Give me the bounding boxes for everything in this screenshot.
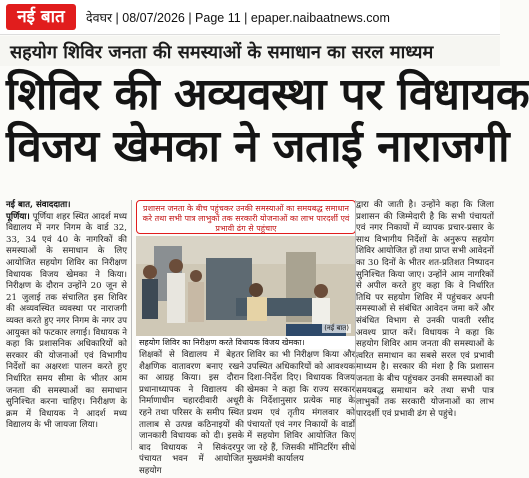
article-text-4: द्वारा की जाती है। उन्होंने कहा कि जिला प्रशासन की जिम्मेदारी है कि सभी पंचायतों एवं नगर निकायों में व्यापक प्रचार-प्रसार के साथ विभागीय निर्देशों के अनुरूप सहयोग शिविर आयोजित हों तथा प्राप्त सभी आवेदनों का 30 दिनों के भीतर शत-प्रतिशत निष्पादन सुनिश्चित किया जाए। उन्होंने आम नागरिकों से अपील करते हुए कहा कि वे निर्धारित तिथि पर सहयोग शिविर में पहुंचकर अपनी समस्याओं से संबंधित आवेदन जमा करें और संबंधित विभाग से उनकी पावती रसीद अवश्य प्राप्त करें। विधायक ने कहा कि सहयोग शिविर आम जनता की समस्याओं के त्वरित समाधान का सबसे सरल एवं प्रभावी माध्यम है। सरकार की मंशा है कि प्रशासन जनता के बीच पहुंचकर उनकी समस्याओं का समयबद्ध समाधान करे तथा सभी पात्र लाभुकों तक सरकारी योजनाओं का लाभ पारदर्शी एवं प्रभावी ढंग से पहुंचे। xyxy=(356,200,494,419)
subheadline: सहयोग शिविर जनता की समस्याओं के समाधान का सरल माध्यम xyxy=(10,42,434,63)
headline-line-1: शिविर की अव्यवस्था पर विधायक xyxy=(6,69,529,120)
article-column-1 xyxy=(6,200,127,452)
masthead-bar xyxy=(0,0,500,35)
article-text-3: शिविर का भी निरीक्षण किया और उपस्थित अधिकारियों को आवश्यक दिशा-निर्देश दिए। विधायक विजय खेमका ने कहा कि राज्य सरकार के निर्देशानुसार प्रत्येक माह के प्रथम एवं तृतीय मंगलवार को पंचायतों एवं नगर निकायों के वार्डों में सहयोग शिविर आयोजित किए जा रहे हैं, जिसकी मॉनिटरिंग सीधे मुख्यमंत्री कार्यालय xyxy=(247,350,355,465)
subheadline-strip xyxy=(0,36,500,66)
column-divider xyxy=(131,200,132,450)
pull-quote: प्रशासन जनता के बीच पहुंचकर उनकी समस्याओं का समयबद्ध समाधान करे तथा सभी पात्र लाभुकों तक सरकारी योजनाओं का लाभ पारदर्शी एवं प्रभावी ढंग से पहुंचाए xyxy=(136,200,356,234)
newspaper-logo: नई बात xyxy=(6,4,76,30)
article-photo xyxy=(136,236,355,336)
article-text-1: पूर्णिया शहर स्थित आदर्श मध्य विद्यालय में नगर निगम के वार्ड 32, 33, 34 एवं 40 के नागरिकों की समस्याओं के समाधान के लिए आयोजित सहयोग शिविर का निरीक्षण विधायक विजय खेमका ने किया। निरीक्षण के दौरान उन्होंने 20 जून से 21 जुलाई तक संचालित इस शिविर की अव्यवस्थित व्यवस्था पर नाराजगी व्यक्त करते हुए नगर निगम के नगर उप आयुक्त को फटकार लगाई। विधायक ने कहा कि प्रशासनिक अधिकारियों को सरकार की योजनाओं एवं विभागीय निर्देशों का अक्षरशः पालन करते हुए निर्धारित समय सीमा के भीतर आम जनता की समस्याओं का समाधान सुनिश्चित करना चाहिए। निरीक्षण के क्रम में विधायक ने आदर्श मध्य विद्यालय के भी जायजा लिया। xyxy=(6,211,127,431)
photo-illustration xyxy=(136,236,355,336)
place-name: पूर्णिया। xyxy=(6,211,30,222)
dateline: नई बात, संवाददाता। xyxy=(6,200,71,210)
photo-credit: (नई बात) xyxy=(324,324,349,332)
edition-meta: देवघर | 08/07/2026 | Page 11 | epaper.naibaatnews.com xyxy=(86,11,390,25)
article-column-2 xyxy=(139,350,244,476)
photo-caption: सहयोग शिविर का निरीक्षण करते विधायक विजय खेमका। xyxy=(136,336,355,349)
article-column-3 xyxy=(247,350,355,465)
article-text-2: शिक्षकों से विद्यालय में बेहतर शैक्षणिक वातावरण बनाए रखने का आग्रह किया। इस दौरान प्रधानाध्यापक ने विद्यालय की निर्माणाधीन चहारदीवारी अधूरी रहने तथा परिसर के समीप स्थित तालाब से उत्पन्न कठिनाइयों की जानकारी विधायक को दी। इसके बाद विधायक ने सिकंदरपुर पंचायत भवन में आयोजित सहयोग xyxy=(139,350,244,476)
headline-line-2: विजय खेमका ने जताई नाराजगी xyxy=(6,121,509,172)
article-column-4 xyxy=(356,200,494,452)
